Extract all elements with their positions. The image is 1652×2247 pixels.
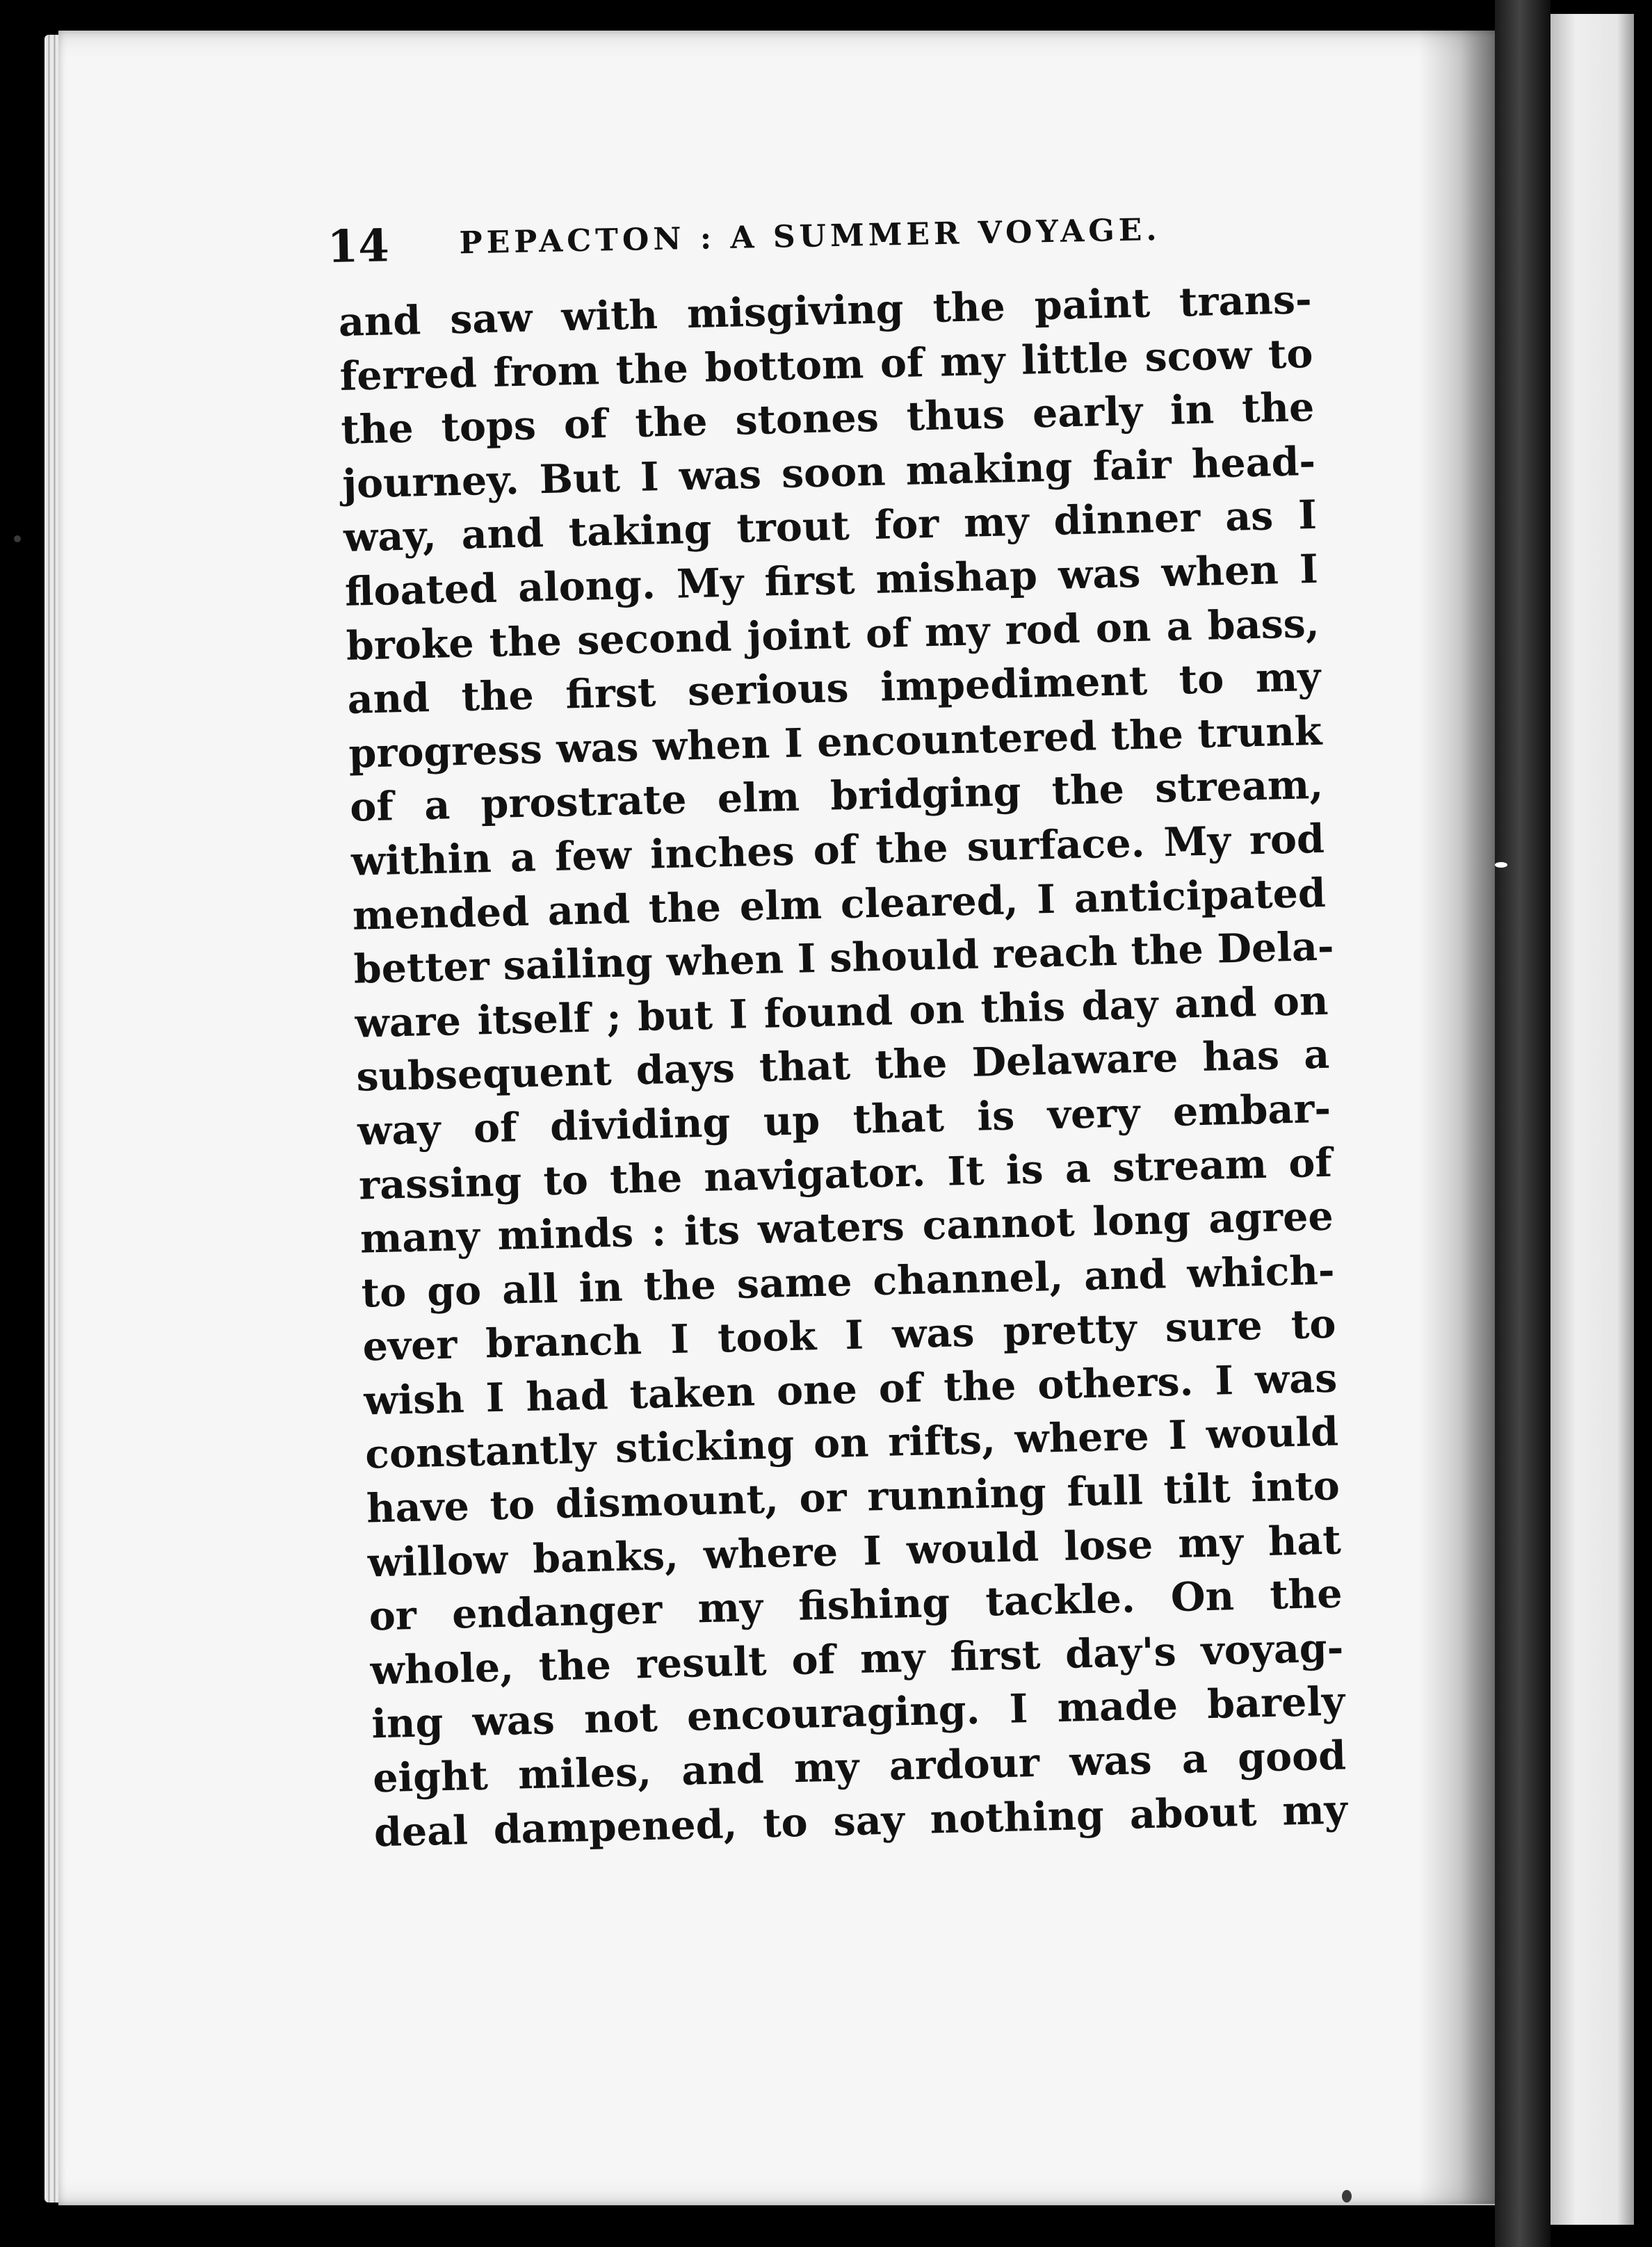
- text-line: deal dampened, to say nothing about my: [373, 1786, 1348, 1856]
- ink-speck: [14, 535, 21, 542]
- text-line: journey. But I was soon making fair head-: [341, 437, 1316, 508]
- text-line: within a few inches of the surface. My rod: [350, 815, 1325, 885]
- text-line: ever branch I took I was pretty sure to: [362, 1300, 1337, 1370]
- text-line: eight miles, and my ardour was a good: [372, 1732, 1347, 1802]
- ink-speck: [1342, 2190, 1352, 2203]
- body-text: [338, 273, 1348, 1860]
- ink-speck: [1495, 862, 1507, 868]
- text-line: ferred from the bottom of my little scow to: [339, 330, 1314, 400]
- text-line: floated along. My first mishap was when I: [344, 545, 1319, 615]
- text-line: better sailing when I should reach the Dela-: [353, 923, 1335, 993]
- text-line: many minds : its waters cannot long agree: [359, 1192, 1334, 1263]
- page-number: 14: [327, 220, 390, 273]
- text-line: way of dividing up that is very embar-: [357, 1085, 1331, 1155]
- text-line: wish I had taken one of the others. I was: [363, 1354, 1338, 1425]
- text-line: the tops of the stones thus early in the: [340, 384, 1315, 454]
- text-line: broke the second joint of my rod on a bass,: [346, 599, 1320, 670]
- text-line: have to dismount, or running full tilt into: [366, 1462, 1341, 1532]
- text-line: and the first serious impediment to my: [346, 654, 1322, 723]
- text-line: whole, the result of my first day's voyag-: [369, 1624, 1345, 1694]
- running-head-title: PEPACTON : A SUMMER VOYAGE.: [459, 211, 1162, 261]
- facing-page-sliver: [1550, 14, 1634, 2225]
- text-line: ing was not encouraging. I made barely: [371, 1678, 1345, 1748]
- text-line: rassing to the navigator. It is a stream of: [358, 1139, 1333, 1209]
- text-line: way, and taking trout for my dinner as I: [343, 492, 1318, 562]
- text-line: willow banks, where I would lose my hat: [367, 1516, 1342, 1587]
- text-line: ware itself ; but I found on this day and on: [354, 977, 1329, 1047]
- text-line: subsequent days that the Delaware has a: [355, 1031, 1330, 1101]
- text-line: to go all in the same channel, and which-: [361, 1247, 1336, 1317]
- text-line: mended and the elm cleared, I anticipated: [352, 869, 1327, 939]
- binding-gutter-shadow: [1418, 28, 1495, 2204]
- text-line: and saw with misgiving the paint trans-: [338, 276, 1313, 346]
- book-binding: [1495, 0, 1550, 2247]
- text-line: progress was when I encountered the trunk: [348, 707, 1322, 777]
- text-line: of a prostrate elm bridging the stream,: [349, 761, 1324, 832]
- text-line: constantly sticking on rifts, where I would: [364, 1409, 1339, 1478]
- text-line: or endanger my fishing tackle. On the: [368, 1570, 1343, 1640]
